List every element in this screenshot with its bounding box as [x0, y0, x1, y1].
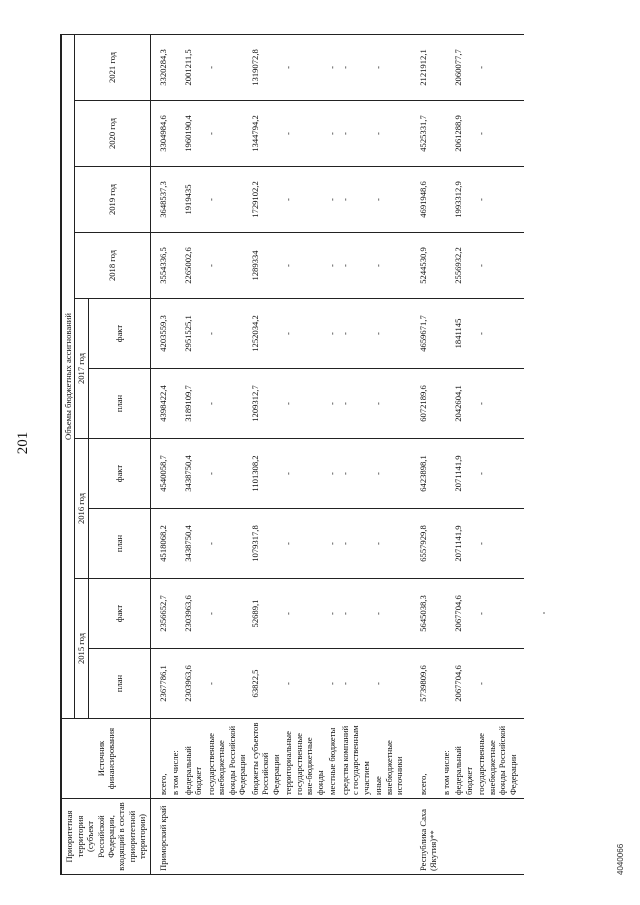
header-year-2015: 2015 год [75, 579, 88, 719]
cell-value: 2556932,2 [452, 233, 475, 299]
header-year-2021: 2021 год [75, 34, 150, 100]
cell-value: - [205, 101, 249, 167]
cell-value: 5645038,3 [411, 579, 440, 649]
cell-value: 1252034,2 [249, 299, 282, 369]
cell-value: 1319072,8 [249, 34, 282, 100]
table-row [440, 34, 452, 874]
cell-value: - [326, 34, 338, 100]
table-row [282, 34, 326, 874]
cell-value: - [326, 439, 338, 509]
cell-value: - [475, 299, 524, 369]
cell-source: всего, [411, 719, 440, 799]
cell-value: - [282, 509, 326, 579]
cell-value: 2303963,6 [182, 579, 205, 649]
cell-value: - [205, 649, 249, 719]
cell-source: иные внебюджетные источники [372, 719, 410, 799]
table-row [249, 34, 282, 874]
cell-source: федеральный бюджет [182, 719, 205, 799]
cell-value [169, 579, 181, 649]
table-row [452, 34, 475, 874]
cell-value: - [372, 34, 410, 100]
cell-territory: Республика Саха (Якутия)** [411, 799, 440, 875]
header-year-2016: 2016 год [75, 439, 88, 579]
cell-value: - [282, 369, 326, 439]
cell-territory [326, 799, 338, 875]
cell-value [169, 167, 181, 233]
cell-value: - [339, 34, 372, 100]
cell-value: - [326, 649, 338, 719]
cell-value: - [326, 167, 338, 233]
cell-source: в том числе: [169, 719, 181, 799]
header-year-2017: 2017 год [75, 299, 88, 439]
cell-territory [282, 799, 326, 875]
header-year-2019: 2019 год [75, 167, 150, 233]
cell-source: местные бюджеты [326, 719, 338, 799]
cell-value: 4518068,2 [150, 509, 169, 579]
cell-territory [452, 799, 475, 875]
cell-source: государственные внебюджетные фонды Российской Федерации [475, 719, 524, 799]
cell-source: всего, [150, 719, 169, 799]
cell-value: - [372, 439, 410, 509]
cell-value: - [475, 369, 524, 439]
cell-value [169, 439, 181, 509]
cell-territory [475, 799, 524, 875]
cell-value: 6423898,1 [411, 439, 440, 509]
cell-value: 2071141,9 [452, 439, 475, 509]
cell-value: - [339, 509, 372, 579]
header-budget-group: Объемы бюджетных ассигнований [61, 34, 75, 718]
cell-value [440, 579, 452, 649]
cell-value: 4203559,3 [150, 299, 169, 369]
table-row [411, 34, 440, 874]
table-row [205, 34, 249, 874]
cell-source: государственные внебюджетные фонды Российской Федерации [205, 719, 249, 799]
cell-value: 4691948,6 [411, 167, 440, 233]
cell-value: - [475, 101, 524, 167]
cell-value: - [372, 369, 410, 439]
cell-value: - [339, 369, 372, 439]
table-row [150, 34, 169, 874]
cell-territory [339, 799, 372, 875]
table-row [326, 34, 338, 874]
cell-value: - [282, 579, 326, 649]
cell-value [440, 509, 452, 579]
cell-value [169, 101, 181, 167]
cell-value: - [205, 233, 249, 299]
cell-value: 1101308,2 [249, 439, 282, 509]
cell-value: 2067704,6 [452, 579, 475, 649]
cell-value: 3438750,4 [182, 439, 205, 509]
cell-value: - [339, 167, 372, 233]
cell-value: 2061288,9 [452, 101, 475, 167]
cell-value: 3189109,7 [182, 369, 205, 439]
cell-value: - [372, 649, 410, 719]
cell-value [440, 439, 452, 509]
cell-value: 2071141,9 [452, 509, 475, 579]
cell-value: 1993312,9 [452, 167, 475, 233]
cell-value: - [326, 579, 338, 649]
cell-value: - [282, 167, 326, 233]
cell-value: 5739809,6 [411, 649, 440, 719]
cell-source: средства компаний с государственным участием [339, 719, 372, 799]
cell-value: 1841145 [452, 299, 475, 369]
cell-value: - [282, 299, 326, 369]
cell-source: в том числе: [440, 719, 452, 799]
cell-value: - [282, 34, 326, 100]
table-row [339, 34, 372, 874]
cell-territory [169, 799, 181, 875]
cell-value: - [475, 167, 524, 233]
cell-value [440, 233, 452, 299]
table-row [475, 34, 524, 874]
cell-value: - [282, 101, 326, 167]
table-body [150, 34, 524, 874]
cell-value: 1919435 [182, 167, 205, 233]
table-header [61, 34, 150, 874]
cell-value: - [372, 299, 410, 369]
cell-value: 2367786,1 [150, 649, 169, 719]
cell-value: 3438750,4 [182, 509, 205, 579]
cell-value [169, 233, 181, 299]
cell-value [440, 649, 452, 719]
cell-value: - [339, 233, 372, 299]
cell-value: 2060077,7 [452, 34, 475, 100]
cell-territory: Приморский край [150, 799, 169, 875]
header-fact-2016: факт [88, 439, 150, 509]
cell-value: - [475, 34, 524, 100]
cell-value: 2303963,6 [182, 649, 205, 719]
cell-value: - [326, 299, 338, 369]
header-plan-2017: план [88, 369, 150, 439]
cell-value [169, 509, 181, 579]
cell-value: - [372, 579, 410, 649]
cell-territory [249, 799, 282, 875]
header-year-2018: 2018 год [75, 233, 150, 299]
cell-value: - [475, 649, 524, 719]
cell-value: - [339, 101, 372, 167]
cell-value: - [475, 579, 524, 649]
cell-value [169, 649, 181, 719]
cell-territory [372, 799, 410, 875]
cell-source: федеральный бюджет [452, 719, 475, 799]
cell-source: территориальные государственные вне-бюджетные фонды [282, 719, 326, 799]
cell-value: - [326, 101, 338, 167]
header-plan-2015: план [88, 649, 150, 719]
cell-value: 4659671,7 [411, 299, 440, 369]
cell-value: 2951525,1 [182, 299, 205, 369]
header-plan-2016: план [88, 509, 150, 579]
header-territory: Приоритетная территория (субъект Российской Федерации, входящий в состав приоритетной территории) [61, 799, 150, 875]
cell-value: 3320284,3 [150, 34, 169, 100]
cell-value: - [339, 299, 372, 369]
cell-value [440, 167, 452, 233]
cell-value: - [205, 509, 249, 579]
cell-value: 4540058,7 [150, 439, 169, 509]
scan-artifact-dot [543, 612, 545, 614]
page-number: 201 [15, 431, 31, 455]
cell-value [440, 101, 452, 167]
footer-code: 4040066 [616, 843, 625, 875]
header-fact-2015: факт [88, 579, 150, 649]
cell-value: - [475, 509, 524, 579]
cell-value: - [205, 439, 249, 509]
header-year-2020: 2020 год [75, 101, 150, 167]
cell-value: - [282, 233, 326, 299]
cell-value: 4398422,4 [150, 369, 169, 439]
cell-value: 1289334 [249, 233, 282, 299]
cell-value [440, 34, 452, 100]
cell-value: 2356652,7 [150, 579, 169, 649]
cell-value: - [372, 101, 410, 167]
cell-value: - [339, 579, 372, 649]
budget-allocations-table [60, 34, 524, 875]
cell-value: - [326, 509, 338, 579]
cell-value: 1079317,8 [249, 509, 282, 579]
cell-value: - [205, 167, 249, 233]
cell-value: 2121912,1 [411, 34, 440, 100]
cell-value [440, 369, 452, 439]
cell-value: 2042604,1 [452, 369, 475, 439]
cell-value: 4525331,7 [411, 101, 440, 167]
cell-source: бюджеты субъектов Российской Федерации [249, 719, 282, 799]
cell-value: - [282, 439, 326, 509]
cell-value: 1960190,4 [182, 101, 205, 167]
cell-value: 3304984,6 [150, 101, 169, 167]
cell-value: - [339, 439, 372, 509]
table-row [169, 34, 181, 874]
cell-value: - [205, 34, 249, 100]
cell-value: - [205, 579, 249, 649]
header-source: Источник финансирования [61, 719, 150, 799]
cell-value: - [205, 299, 249, 369]
cell-value: - [339, 649, 372, 719]
cell-value: 52689,1 [249, 579, 282, 649]
cell-value: 6557929,8 [411, 509, 440, 579]
cell-value: - [282, 649, 326, 719]
cell-value: 3648537,3 [150, 167, 169, 233]
cell-value: 1209312,7 [249, 369, 282, 439]
cell-value [169, 369, 181, 439]
cell-value: - [475, 233, 524, 299]
cell-value: - [326, 369, 338, 439]
cell-value: - [372, 167, 410, 233]
cell-value: - [372, 509, 410, 579]
cell-value: - [205, 369, 249, 439]
cell-value: - [372, 233, 410, 299]
cell-value: 2001211,5 [182, 34, 205, 100]
header-fact-2017: факт [88, 299, 150, 369]
cell-value: 5244530,9 [411, 233, 440, 299]
cell-value [169, 299, 181, 369]
table-row [372, 34, 410, 874]
cell-value: 63822,5 [249, 649, 282, 719]
cell-value: 3554336,5 [150, 233, 169, 299]
cell-territory [440, 799, 452, 875]
cell-value: - [326, 233, 338, 299]
cell-value: 2265002,6 [182, 233, 205, 299]
cell-territory [182, 799, 205, 875]
cell-value [169, 34, 181, 100]
table-row [182, 34, 205, 874]
cell-value: 2067704,6 [452, 649, 475, 719]
cell-territory [205, 799, 249, 875]
cell-value: 1344794,2 [249, 101, 282, 167]
cell-value: 6072189,6 [411, 369, 440, 439]
cell-value [440, 299, 452, 369]
cell-value: - [475, 439, 524, 509]
cell-value: 1729102,2 [249, 167, 282, 233]
